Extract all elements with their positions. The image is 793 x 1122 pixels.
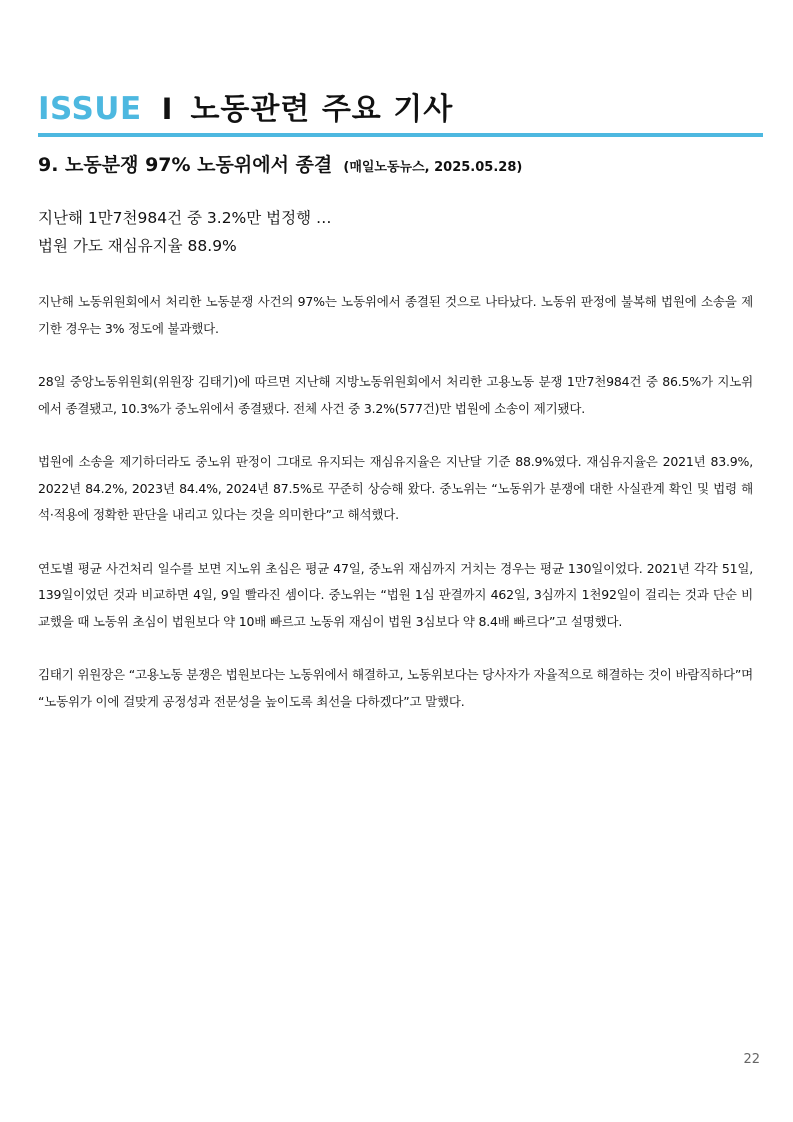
article-source: (매일노동뉴스, 2025.05.28) [343, 160, 523, 175]
paragraph: 연도별 평균 사건처리 일수를 보면 지노위 초심은 평균 47일, 중노위 재심까지 거치는 경우는 평균 130일이었다. 2021년 각각 51일, 139일이었던 것과 비교하면 4일, 9일 빨라진 셈이다. 중노위는 “법원 1심 판결까지 462일, 3심까지 1천92일이 걸리는 것과 단순 비교했을 때 노동위 초심이 법원보다 약 10배 빠르고 노동위 재심이 법원 3심보다 약 8.4배 빠르다”고 설명했다. [38, 560, 753, 629]
issue-tag: ISSUE [38, 91, 142, 127]
header-rule [38, 133, 763, 137]
section-title: 노동관련 주요 기사 [190, 92, 454, 127]
article-subheadings [38, 204, 763, 260]
article-title-line [38, 150, 763, 177]
article-body [38, 289, 753, 742]
header-separator: I [161, 92, 173, 126]
paragraph: 지난해 노동위원회에서 처리한 노동분쟁 사건의 97%는 노동위에서 종결된 것으로 나타났다. 노동위 판정에 불복해 법원에 소송을 제기한 경우는 3% 정도에 불과했다. [38, 294, 753, 336]
section-header [38, 84, 763, 128]
article-title: 9. 노동분쟁 97% 노동위에서 종결 [38, 154, 333, 176]
paragraph: 28일 중앙노동위원회(위원장 김태기)에 따르면 지난해 지방노동위원회에서 처리한 고용노동 분쟁 1만7천984건 중 86.5%가 지노위에서 종결됐고, 10.3%가 중노위에서 종결됐다. 전체 사건 중 3.2%(577건)만 법원에 소송이 제기됐다. [38, 374, 753, 416]
paragraph: 법원에 소송을 제기하더라도 중노위 판정이 그대로 유지되는 재심유지율은 지난달 기준 88.9%였다. 재심유지율은 2021년 83.9%, 2022년 84.2%, 2023년 84.4%, 2024년 87.5%로 꾸준히 상승해 왔다. 중노위는 “노동위가 분쟁에 대한 사실관계 확인 및 법령 해석·적용에 정확한 판단을 내리고 있다는 것을 의미한다”고 해석했다. [38, 454, 753, 522]
subheading: 지난해 1만7천984건 중 3.2%만 법정행 … [38, 209, 332, 227]
page-number: 22 [743, 1052, 760, 1067]
paragraph: 김태기 위원장은 “고용노동 분쟁은 법원보다는 노동위에서 해결하고, 노동위보다는 당사자가 자율적으로 해결하는 것이 바람직하다”며 “노동위가 이에 걸맞게 공정성과 전문성을 높이도록 최선을 다하겠다”고 말했다. [38, 667, 753, 709]
subheading: 법원 가도 재심유지율 88.9% [38, 237, 237, 255]
